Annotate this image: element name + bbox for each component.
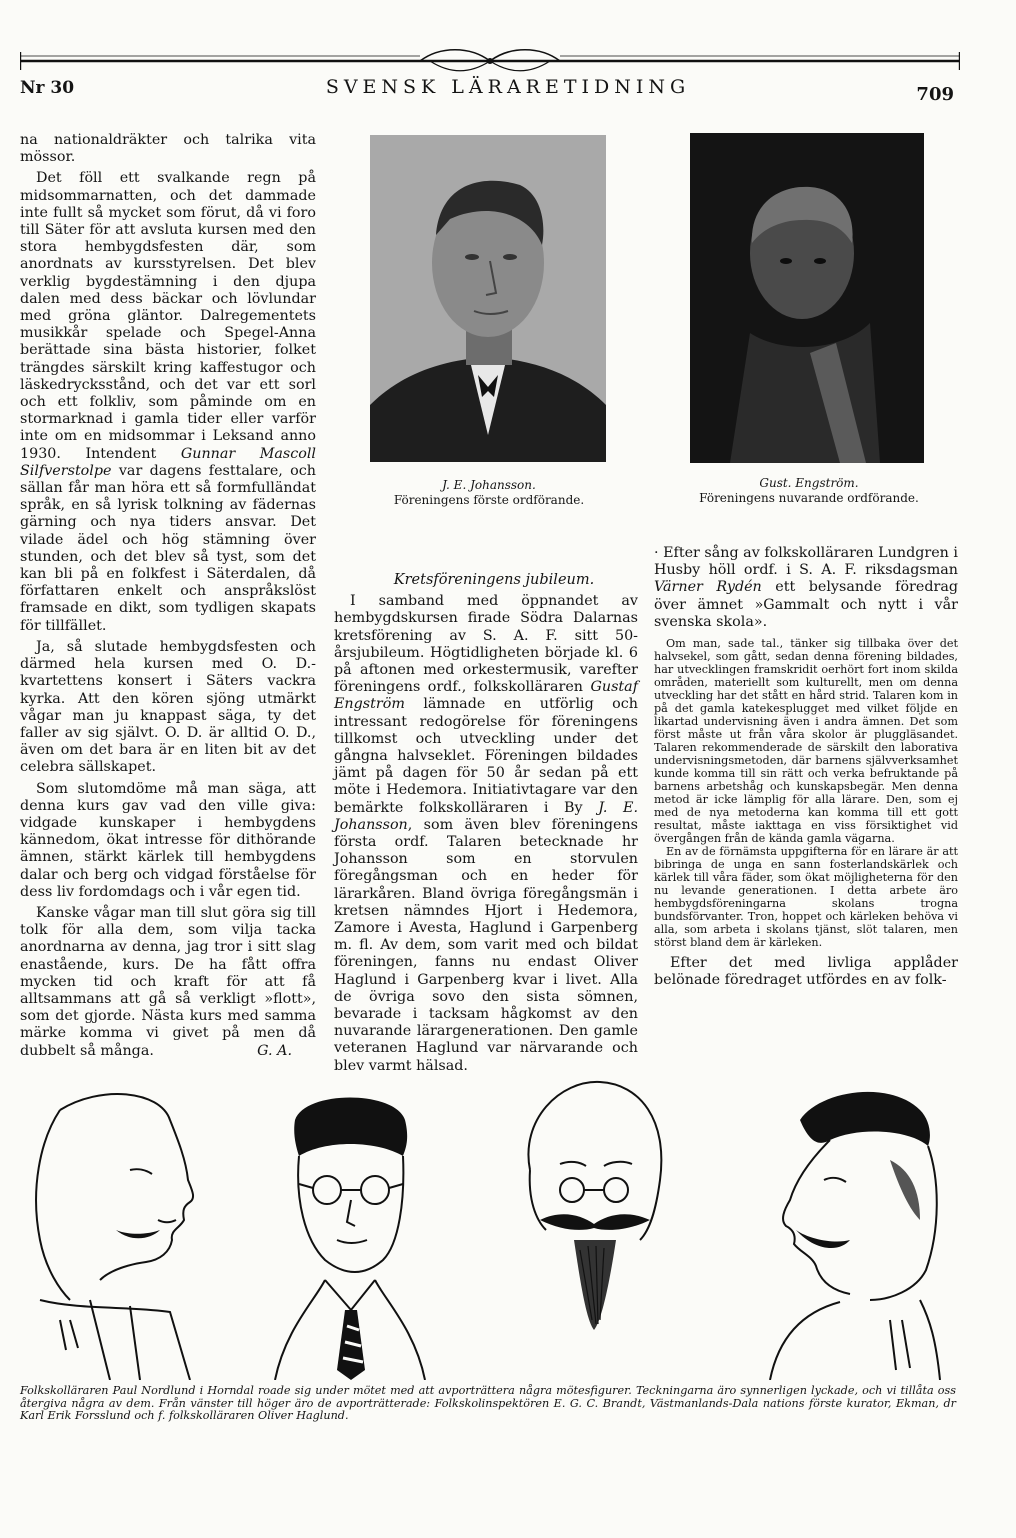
text-span: · Efter sång av folkskolläraren Lundgren i Husby höll ordf. i S. A. F. riksdagsman	[654, 545, 958, 579]
column-1	[20, 132, 316, 1060]
column-2	[334, 572, 638, 1075]
text-span: I samband med öppnandet av hembygdskursen firade Södra Dalarnas kretsförening av S. A. F. sitt 50-årsjubileum. Högtidligheten började kl. 6 på aftonen med orkestermusik, varefter föreningens ordf., folkskolläraren	[334, 593, 638, 696]
text-span: var dagens festtalare, och sällan får man höra ett så formfulländat språk, en så lyrisk tolkning av fädernas gärning och nya tiders ansvar. Det vilade ädel och hög stämning över stunden, och det blev så tyst, som det kan bli på en folkfest i Säterdalen, då författaren enkelt och anspråkslöst framsade en dikt, som tydligen skapats för tillfället.	[20, 462, 317, 634]
section-heading: Kretsföreningens jubileum.	[393, 572, 595, 588]
caricature-haglund-drawing	[740, 1080, 960, 1380]
speech-paragraph: En av de förnämsta uppgifterna för en lärare är att bibringa de unga en sann fosterlandskärlek och kärlek till våra fäder, som ökat möjligheterna för den nu levande generationen. I detta arbete äro hembygdsföreningarna skolans trogna bundsförvanter. Tron, hoppet och kärleken behöva vi alla, som arbeta i skolans tjänst, slöt talaren, men störst bland dem är kärleken.	[654, 845, 958, 950]
caption-photo-2	[658, 476, 960, 506]
col1-paragraph: Ja, så slutade hembygdsfesten och därmed hela kursen med O. D.-kvartettens konsert i Säters vackra kyrka. Att den kören sjöng utmärkt vågar man ju knappast säga, ty det faller av sig självt. O. D. är alltid O. D., även om det bara är en liten bit av det celebra sällskapet.	[20, 638, 316, 776]
portrait-engstrom-image	[690, 133, 924, 463]
caption-role: Föreningens förste ordförande.	[393, 493, 585, 507]
caricature-forsslund	[500, 1080, 680, 1380]
caricature-forsslund-drawing	[500, 1080, 680, 1380]
caricature-haglund	[740, 1080, 960, 1380]
person-name: Gustaf Engström	[334, 679, 638, 713]
issue-number: Nr 30	[20, 78, 75, 98]
caption-role: Föreningens nuvarande ordförande.	[699, 491, 919, 505]
col1-paragraph	[20, 905, 316, 1060]
caricature-brandt-drawing	[20, 1080, 220, 1380]
col2-paragraph	[334, 593, 638, 1075]
caricatures-caption: Folkskolläraren Paul Nordlund i Horndal roade sig under mötet med att avporträttera några mötesfigurer. Teckningarna äro synnerligen lyckade, och vi tillåta oss återgiva några av dem. Från vänster till höger äro de avporträtterade: Folkskolinspektören E. G. C. Brandt, Västmanlands-Dala nations förste kurator, Ekman, dr Karl Erik Forsslund och f. folkskolläraren Oliver Haglund.	[20, 1384, 956, 1423]
signature: G. A.	[257, 1042, 292, 1059]
col1-paragraph	[20, 170, 316, 634]
newspaper-title: SVENSK LÄRARETIDNING	[325, 76, 691, 98]
col3-paragraph: Efter det med livliga applåder belönade föredraget utfördes en av folk-	[654, 955, 958, 989]
col3-lead-paragraph	[654, 545, 958, 631]
caricature-ekman	[255, 1080, 445, 1380]
page-number: 709	[916, 84, 954, 105]
person-name: Gunnar Mascoll Silfverstolpe	[20, 445, 317, 479]
caricature-ekman-drawing	[255, 1080, 445, 1380]
portrait-photo-johansson	[370, 135, 606, 462]
caricature-brandt	[20, 1080, 220, 1380]
caption-name: Gust. Engström.	[759, 476, 859, 490]
caption-photo-1	[340, 478, 638, 508]
speech-paragraph: Om man, sade tal., tänker sig tillbaka över det halvsekel, som gått, sedan denna förening bildades, har utvecklingen framskridit oerhört fort inom skilda områden, materiellt som kulturellt, men om denna utveckling har det stått en hård strid. Talaren kom in på det gamla katekesplugget med vilket följde en likartad undervisning även i andra ämnen. Det som först måste ut från våra skolor är pluggläsandet. Talaren rekommenderade de särskilt den laborativa undervisningsmetoden, där barnens självverksamhet kunde komma till sin rätt och verka befruktande på barnens arbetshåg och kunskapsbegär. Men denna metod är icke lämplig för alla lärare. Den, som ej med de nya metoderna kan komma till ett gott resultat, måste iakttaga en viss försiktighet vid övergången från de kända gamla vägarna.	[654, 637, 958, 846]
col1-paragraph: na nationaldräkter och talrika vita mössor.	[20, 132, 316, 166]
text-span: Kanske vågar man till slut göra sig till tolk för alla dem, som vilja tacka anordnarna av denna, jag tror i sitt slag enastående, kurs. De ha fått offra mycken tid och kraft för att få alltsammans att gå så verkligt »flott», som det gjorde. Nästa kurs med samma märke komma vi givet på men då dubbelt så många.	[20, 904, 316, 1059]
column-3	[654, 545, 958, 989]
text-span: , som även blev föreningens första ordf. Talaren betecknade hr Johansson som en storvulen föregångsman och en heder för lärarkåren. Bland övriga föregångsmän i kretsen nämndes Hjort i Hedemora, Zamore i Avesta, Haglund i Garpenberg m. fl. Av dem, som varit med och bildat föreningen, fanns nu endast Oliver Haglund i Garpenberg kvar i livet. Alla de övriga sovo den sista sömnen, bevarade i tacksam hågkomst av den nuvarande lärargenerationen. Den gamle veteranen Haglund var närvarande och blev varmt hälsad.	[334, 816, 638, 1074]
header-ornament-rule	[20, 48, 960, 74]
text-span: ett belysande föredrag över ämnet »Gammalt och nytt i vår svenska skola».	[654, 579, 959, 630]
person-name: Värner Rydén	[654, 579, 762, 596]
text-span: Det föll ett svalkande regn på midsommarnatten, och det dammade inte fullt så mycket som förut, då vi foro till Säter för att avsluta kursen med den stora hembygdsfesten där, som anordnats av kursstyrelsen. Det blev verklig bygdestämning i den djupa dalen med dess bäckar och lövlundar med gröna gläntor. Dalregementets musikkår spelade och Spegel-Anna berättade sina bästa historier, folket trängdes särskilt kring kaffestugor och läskedrycksstånd, och det var ett sorl och ett folkliv, som påminde om en stormarknad i gamla tider eller varför inte om en midsommar i Leksand anno 1930. Intendent	[20, 170, 316, 462]
text-span: lämnade en utförlig och intressant redogörelse för föreningens tillkomst och utveckling under det gångna halvseklet. Föreningen bildades jämt på dagen för 50 år sedan på ett möte i Hedemora. Initiativtagare var den bemärkte folkskolläraren i By	[334, 696, 639, 816]
person-name: J. E. Johansson	[334, 799, 638, 833]
col1-paragraph: Som slutomdöme må man säga, att denna kurs gav vad den ville giva: vidgade kunskaper i hembygdens kännedom, ökat intresse för dithörande ämnen, stärkt kärlek till hembygdens dalar och berg och vidgad förståelse för dess liv fordomdags och i vår egen tid.	[20, 780, 316, 900]
portrait-photo-engstrom	[690, 133, 924, 463]
speech-summary	[654, 637, 958, 949]
portrait-johansson-image	[370, 135, 606, 462]
caption-name: J. E. Johansson.	[442, 478, 536, 492]
